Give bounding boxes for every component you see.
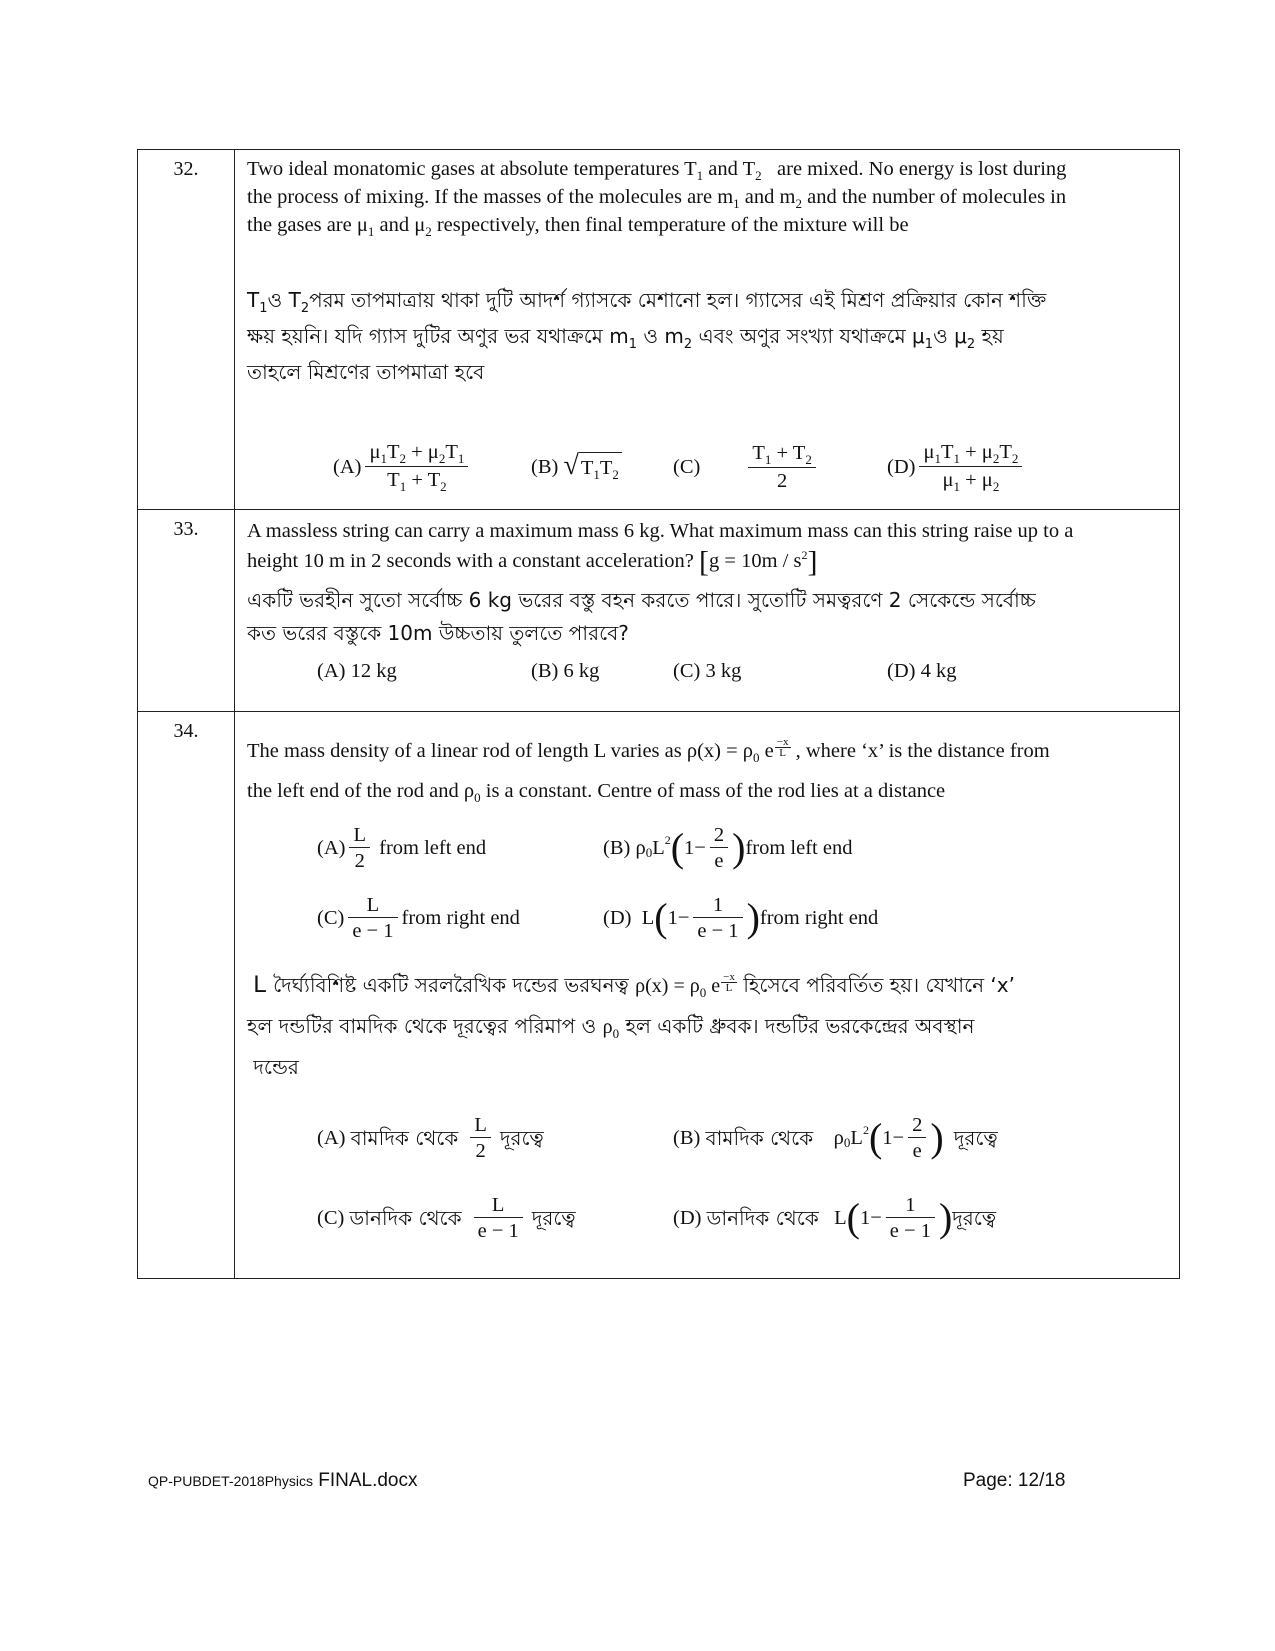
question-number: 34.: [138, 712, 235, 1279]
options-row: [247, 886, 1169, 950]
options-row: [247, 654, 1169, 688]
question-33: [138, 510, 1180, 712]
option-d[interactable]: (D) L ( 1− $\frac{1}{e - 1}$ ) from right end: [603, 893, 879, 942]
question-34: [138, 712, 1180, 1279]
square-root: √ $T_1T_2$: [563, 452, 621, 483]
fraction: $\frac{\mu_1T_1 + \mu_2T_2}{\mu_1 + \mu_2}$: [919, 440, 1022, 495]
option-b[interactable]: (B) ρ 0 L 2 ( 1− $\frac{2}{e}$ ) from left end: [603, 823, 853, 872]
fraction: $\frac{T_1 + T_2}{2}$: [748, 441, 816, 494]
question-body: [235, 150, 1180, 510]
question-text-en: Two ideal monatomic gases at absolute temperatures $T_1$ and $T_2$ are mixed. No energy is lost during the process of mixing. If the masses of the molecules are $m_1$ and $m_2$ and the number of molecules in the gases are $\mu_1$ and $\mu_2$ respectively, then final temperature of the mixture will be: [247, 158, 1067, 239]
option-a[interactable]: (A) $\frac{L}{2}$ from left end: [317, 823, 487, 872]
option-c[interactable]: (C) $\frac{L}{e - 1}$ from right end: [317, 893, 520, 942]
question-number: 32.: [138, 150, 235, 510]
question-number: 33.: [138, 510, 235, 712]
options-row: [247, 1106, 1169, 1170]
option-c[interactable]: (C) $\frac{T_1 + T_2}{2}$: [673, 433, 820, 501]
question-table: [137, 149, 1180, 1279]
option-a[interactable]: (A) বামদিক থেকে $\frac{L}{2}$ দূরত্বে: [317, 1113, 544, 1162]
question-text-bn: L দৈর্ঘ্যবিশিষ্ট একটি সরলরৈখিক দন্ডের ভরঘনত্ব $\rho(x) = \rho_0$ e $\frac{-x}{L}$ হিসেবে পরিবর্তিত হয়। যেখানে ‘x’ হল দন্ডটির বামদিক থেকে দূরত্বের পরিমাপ ও $\rho_0$ হল একটি ধ্রুবক। দন্ডটির ভরকেন্দ্রের অবস্থান দন্ডের: [247, 971, 1015, 1079]
footer-doc-name: QP-PUBDET-2018Physics FINAL.docx: [148, 1470, 418, 1491]
option-d[interactable]: (D) 4 kg: [887, 660, 957, 682]
fraction: $\frac{\mu_1T_2 + \mu_2T_1}{T_1 + T_2}$: [365, 440, 468, 495]
option-b[interactable]: (B) 6 kg: [531, 660, 600, 682]
option-d[interactable]: (D) ডানদিক থেকে L ( 1− $\frac{1}{e - 1}$ ) দূরত্বে: [673, 1193, 997, 1242]
options-row: [247, 816, 1169, 880]
option-d[interactable]: (D) $\frac{\mu_1T_1 + \mu_2T_2}{\mu_1 + \mu_2}$: [887, 433, 1026, 501]
option-b[interactable]: (B) বামদিক থেকে ρ 0 L 2 ( 1− $\frac{2}{e}$ ) দূরত্বে: [673, 1113, 998, 1162]
question-text-en: A massless string can carry a maximum mass 6 kg. What maximum mass can this string raise up to a height 10 m in 2 seconds with a constant acceleration? $[g = 10m / s^2]$: [247, 520, 1074, 579]
options-row: [247, 433, 1169, 501]
question-body: [235, 510, 1180, 712]
option-c[interactable]: (C) ডানদিক থেকে $\frac{L}{e - 1}$ দূরত্বে: [317, 1193, 576, 1242]
footer-page-number: Page: 12/18: [963, 1470, 1066, 1491]
option-c[interactable]: (C) 3 kg: [673, 660, 742, 682]
option-a[interactable]: (A) 12 kg: [317, 660, 397, 682]
question-text-bn: একটি ভরহীন সুতো সর্বোচ্চ 6 kg ভরের বস্তু বহন করতে পারে। সুতোটি সমত্বরণে 2 সেকেন্ডে সর্বোচ্চ কত ভরের বস্তুকে 10m উচ্চতায় তুলতে পারবে?: [247, 588, 1036, 645]
question-text-en: The mass density of a linear rod of length L varies as $\rho(x) = \rho_0$ e $\frac{-x}{L}$ , where ‘x’ is the distance from the left end of the rod and $\rho_0$ is a constant. Centre of mass of the rod lies at a distance: [247, 736, 1050, 805]
question-text-bn: $T_1ও$ $T_2পরম$ তাপমাত্রায় থাকা দুটি আদর্শ গ্যাসকে মেশানো হল। গ্যাসের এই মিশ্রণ প্রক্রিয়ার কোন শক্তি ক্ষয় হয়নি। যদি গ্যাস দুটির অণুর ভর যথাক্রমে $m_1$ ও $m_2$ এবং অণুর সংখ্যা যথাক্রমে $\mu_1ও$ $\mu_2$ হয় তাহলে মিশ্রণের তাপমাত্রা হবে: [247, 288, 1047, 384]
option-b[interactable]: (B) √ $T_1T_2$: [531, 433, 622, 501]
option-a[interactable]: (A) $\frac{\mu_1T_2 + \mu_2T_1}{T_1 + T_2}$: [333, 433, 472, 501]
question-body: [235, 712, 1180, 1279]
options-row: [247, 1186, 1169, 1250]
question-32: [138, 150, 1180, 510]
